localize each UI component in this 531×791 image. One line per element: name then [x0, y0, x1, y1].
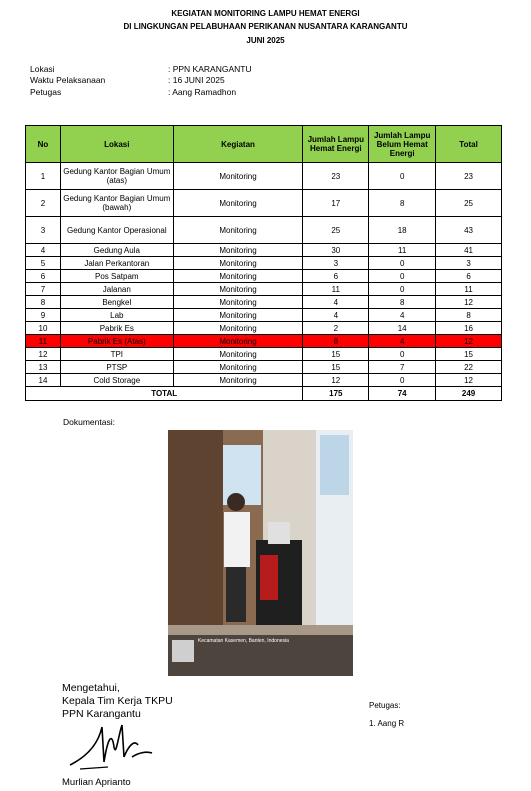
cell-kegiatan: Monitoring — [173, 283, 303, 296]
cell-kegiatan: Monitoring — [173, 257, 303, 270]
cell-kegiatan: Monitoring — [173, 296, 303, 309]
cell-kegiatan: Monitoring — [173, 361, 303, 374]
cell-kegiatan: Monitoring — [173, 163, 303, 190]
petugas-name: 1. Aang R — [369, 719, 405, 728]
sign-line-2: Kepala Tim Kerja TKPU — [62, 695, 173, 707]
cell-total: 12 — [436, 335, 502, 348]
cell-no: 10 — [26, 322, 61, 335]
cell-total: 3 — [436, 257, 502, 270]
cell-no: 11 — [26, 335, 61, 348]
cell-kegiatan: Monitoring — [173, 322, 303, 335]
cell-lokasi: PTSP — [60, 361, 173, 374]
cell-total: 6 — [436, 270, 502, 283]
table-row — [26, 163, 502, 190]
cell-hemat: 30 — [303, 244, 369, 257]
cell-no: 13 — [26, 361, 61, 374]
cell-belum: 0 — [369, 163, 436, 190]
cell-hemat: 6 — [303, 270, 369, 283]
cell-total: 43 — [436, 217, 502, 244]
cell-lokasi: Bengkel — [60, 296, 173, 309]
cell-lokasi: Cold Storage — [60, 374, 173, 387]
cell-belum: 18 — [369, 217, 436, 244]
report-title-line3: JUNI 2025 — [246, 36, 285, 45]
cell-total: 11 — [436, 283, 502, 296]
signature-block-right — [369, 697, 404, 733]
petugas-title: Petugas: — [369, 701, 401, 710]
cell-total: 16 — [436, 322, 502, 335]
documentation-photo — [168, 430, 353, 676]
handwritten-signature — [68, 717, 158, 777]
cell-no: 2 — [26, 190, 61, 217]
photo-caption: Kecamatan Kasemen, Banten, Indonesia — [198, 638, 289, 644]
info-petugas — [30, 87, 236, 98]
cell-hemat: 4 — [303, 309, 369, 322]
table-header-row — [26, 126, 502, 163]
cell-total: 23 — [436, 163, 502, 190]
documentation-label: Dokumentasi: — [63, 417, 115, 427]
table-total-row — [26, 387, 502, 401]
cell-no: 12 — [26, 348, 61, 361]
cell-lokasi: Gedung Aula — [60, 244, 173, 257]
cell-belum: 4 — [369, 309, 436, 322]
cell-lokasi: Gedung Kantor Operasional — [60, 217, 173, 244]
cell-hemat: 4 — [303, 296, 369, 309]
sign-line-3: PPN Karangantu — [62, 708, 141, 720]
cell-hemat: 2 — [303, 322, 369, 335]
header-no: No — [26, 126, 61, 163]
cell-total: 8 — [436, 309, 502, 322]
table-row — [26, 348, 502, 361]
info-label: Petugas — [30, 87, 62, 97]
cell-no: 6 — [26, 270, 61, 283]
report-title-line1: KEGIATAN MONITORING LAMPU HEMAT ENERGI — [171, 9, 360, 18]
header-lokasi: Lokasi — [60, 126, 173, 163]
report-title-line2: DI LINGKUNGAN PELABUHAAN PERIKANAN NUSANTARA KARANGANTU — [123, 22, 408, 31]
cell-kegiatan: Monitoring — [173, 217, 303, 244]
cell-lokasi: Lab — [60, 309, 173, 322]
cell-lokasi: Pos Satpam — [60, 270, 173, 283]
table-row — [26, 374, 502, 387]
table-body — [26, 163, 502, 387]
signature-block-left — [62, 682, 173, 721]
table-row — [26, 361, 502, 374]
header-total: Total — [436, 126, 502, 163]
cell-belum: 0 — [369, 270, 436, 283]
table-row — [26, 270, 502, 283]
info-waktu — [30, 75, 225, 86]
cell-belum: 11 — [369, 244, 436, 257]
cell-hemat: 15 — [303, 361, 369, 374]
cell-total: 41 — [436, 244, 502, 257]
cell-belum: 0 — [369, 374, 436, 387]
table-row — [26, 296, 502, 309]
info-lokasi — [30, 64, 252, 75]
total-belum: 74 — [369, 387, 436, 401]
cell-total: 15 — [436, 348, 502, 361]
table-row — [26, 283, 502, 296]
cell-no: 7 — [26, 283, 61, 296]
info-label: Lokasi — [30, 64, 55, 74]
cell-hemat: 17 — [303, 190, 369, 217]
cell-lokasi: Jalanan — [60, 283, 173, 296]
cell-hemat: 25 — [303, 217, 369, 244]
monitoring-table — [25, 125, 502, 401]
cell-hemat: 23 — [303, 163, 369, 190]
table-row — [26, 322, 502, 335]
total-hemat: 175 — [303, 387, 369, 401]
cell-belum: 14 — [369, 322, 436, 335]
cell-belum: 4 — [369, 335, 436, 348]
info-label: Waktu Pelaksanaan — [30, 75, 106, 85]
info-value: : 16 JUNI 2025 — [168, 75, 225, 85]
cell-hemat: 11 — [303, 283, 369, 296]
cell-no: 5 — [26, 257, 61, 270]
cell-no: 4 — [26, 244, 61, 257]
cell-hemat: 8 — [303, 335, 369, 348]
cell-kegiatan: Monitoring — [173, 244, 303, 257]
cell-belum: 0 — [369, 257, 436, 270]
cell-kegiatan: Monitoring — [173, 309, 303, 322]
total-all: 249 — [436, 387, 502, 401]
cell-no: 14 — [26, 374, 61, 387]
cell-lokasi: Gedung Kantor Bagian Umum (atas) — [60, 163, 173, 190]
table-row — [26, 257, 502, 270]
cell-total: 12 — [436, 374, 502, 387]
table-row — [26, 244, 502, 257]
cell-no: 3 — [26, 217, 61, 244]
info-value: : PPN KARANGANTU — [168, 64, 252, 74]
total-label: TOTAL — [26, 387, 303, 401]
table-row — [26, 335, 502, 348]
cell-hemat: 12 — [303, 374, 369, 387]
cell-no: 8 — [26, 296, 61, 309]
table-row — [26, 217, 502, 244]
cell-kegiatan: Monitoring — [173, 270, 303, 283]
cell-lokasi: Gedung Kantor Bagian Umum (bawah) — [60, 190, 173, 217]
cell-kegiatan: Monitoring — [173, 374, 303, 387]
table-row — [26, 309, 502, 322]
header-kegiatan: Kegiatan — [173, 126, 303, 163]
header-belum: Jumlah Lampu Belum Hemat Energi — [369, 126, 436, 163]
cell-no: 9 — [26, 309, 61, 322]
cell-kegiatan: Monitoring — [173, 190, 303, 217]
cell-total: 22 — [436, 361, 502, 374]
cell-belum: 8 — [369, 190, 436, 217]
cell-belum: 7 — [369, 361, 436, 374]
cell-kegiatan: Monitoring — [173, 348, 303, 361]
cell-total: 25 — [436, 190, 502, 217]
cell-belum: 8 — [369, 296, 436, 309]
header-hemat: Jumlah Lampu Hemat Energi — [303, 126, 369, 163]
cell-lokasi: Pabrik Es (Atas) — [60, 335, 173, 348]
cell-no: 1 — [26, 163, 61, 190]
cell-hemat: 3 — [303, 257, 369, 270]
cell-lokasi: TPI — [60, 348, 173, 361]
cell-hemat: 15 — [303, 348, 369, 361]
cell-belum: 0 — [369, 283, 436, 296]
signature-name-left: Murlian Aprianto — [62, 777, 131, 788]
cell-kegiatan: Monitoring — [173, 335, 303, 348]
cell-lokasi: Jalan Perkantoran — [60, 257, 173, 270]
cell-belum: 0 — [369, 348, 436, 361]
sign-line-1: Mengetahui, — [62, 682, 120, 694]
cell-total: 12 — [436, 296, 502, 309]
cell-lokasi: Pabrik Es — [60, 322, 173, 335]
info-value: : Aang Ramadhon — [168, 87, 237, 97]
table-row — [26, 190, 502, 217]
